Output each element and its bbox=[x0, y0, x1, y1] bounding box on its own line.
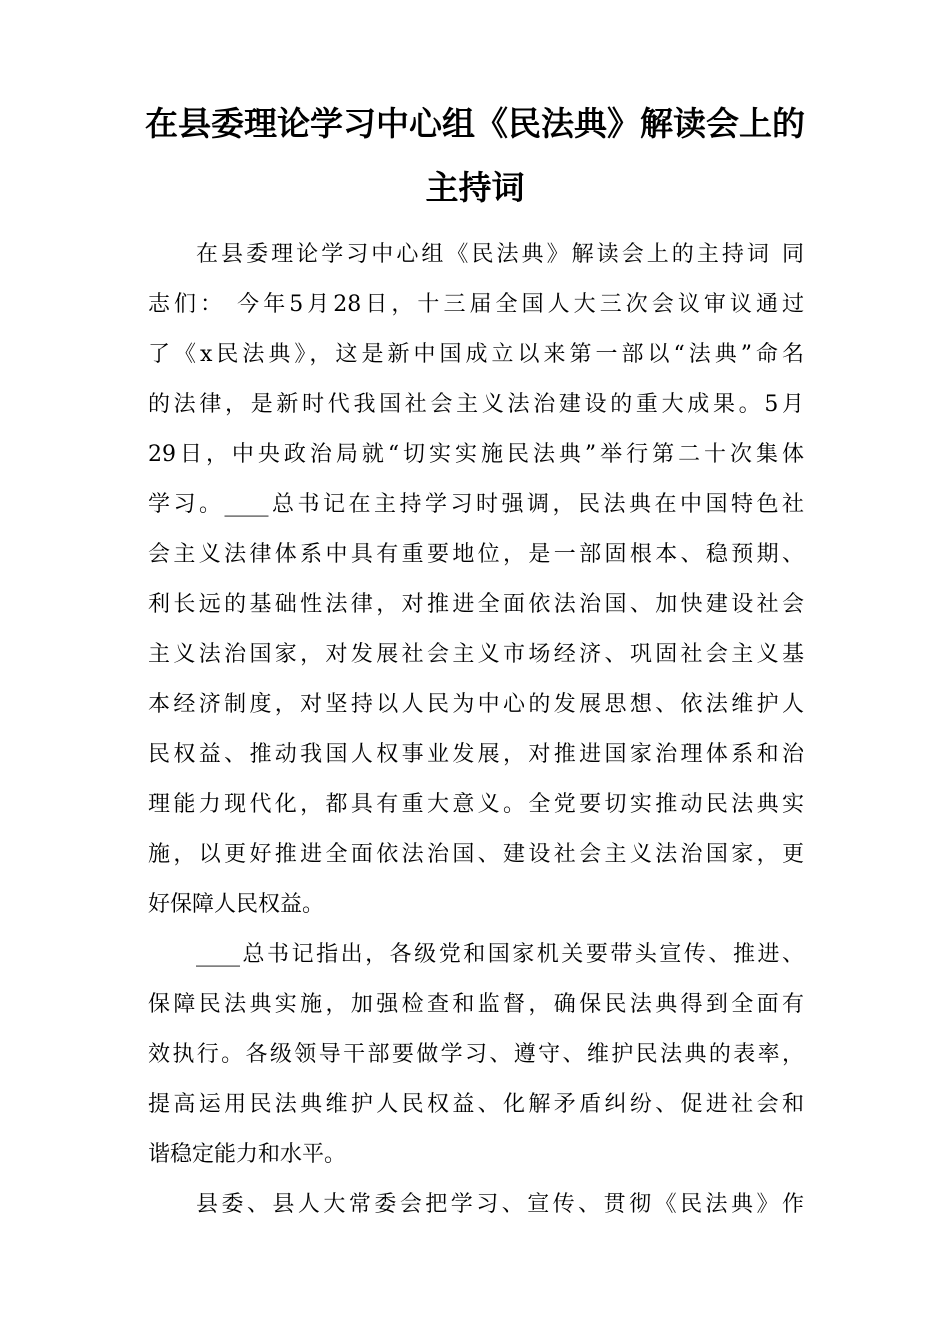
document-title-line-2: 主持词 bbox=[425, 168, 525, 207]
paragraph-3-line-1: 县委、县人大常委会把学习、宣传、贯彻《民法典》作 bbox=[196, 1192, 804, 1217]
paragraph-1-line-2: 志们： 今年5月28日，十三届全国人大三次会议审议通过 bbox=[148, 292, 804, 317]
paragraph-2-line-2: 保障民法典实施，加强检查和监督，确保民法典得到全面有 bbox=[148, 992, 804, 1017]
paragraph-1-line-5: 29日，中央政治局就“切实实施民法典”举行第二十次集体 bbox=[148, 442, 804, 467]
paragraph-1-line-9: 主义法治国家，对发展社会主义市场经济、巩固社会主义基 bbox=[148, 642, 804, 667]
paragraph-1-line-13: 施，以更好推进全面依法治国、建设社会主义法治国家，更 bbox=[148, 842, 804, 867]
paragraph-1-line-3: 了《x民法典》，这是新中国成立以来第一部以“法典”命名 bbox=[148, 342, 804, 367]
paragraph-2-line-4: 提高运用民法典维护人民权益、化解矛盾纠纷、促进社会和 bbox=[148, 1092, 804, 1117]
document-title-line-1: 在县委理论学习中心组《民法典》解读会上的 bbox=[145, 104, 805, 143]
paragraph-1-line-12: 理能力现代化，都具有重大意义。全党要切实推动民法典实 bbox=[148, 792, 804, 817]
paragraph-1-line-10: 本经济制度，对坚持以人民为中心的发展思想、依法维护人 bbox=[148, 692, 804, 717]
paragraph-2-line-3: 效执行。各级领导干部要做学习、遵守、维护民法典的表率， bbox=[148, 1042, 804, 1067]
paragraph-2-line-1: ____总书记指出，各级党和国家机关要带头宣传、推进、 bbox=[196, 942, 804, 967]
paragraph-1-line-1: 在县委理论学习中心组《民法典》解读会上的主持词 同 bbox=[196, 242, 804, 267]
paragraph-2-line-5: 谐稳定能力和水平。 bbox=[148, 1142, 347, 1167]
paragraph-1-line-11: 民权益、推动我国人权事业发展，对推进国家治理体系和治 bbox=[148, 742, 804, 767]
paragraph-1-line-7: 会主义法律体系中具有重要地位，是一部固根本、稳预期、 bbox=[148, 542, 804, 567]
paragraph-1-line-14: 好保障人民权益。 bbox=[148, 892, 325, 917]
paragraph-1-line-8: 利长远的基础性法律，对推进全面依法治国、加快建设社会 bbox=[148, 592, 804, 617]
paragraph-1-line-4: 的法律，是新时代我国社会主义法治建设的重大成果。5月 bbox=[148, 392, 804, 417]
paragraph-1-line-6: 学习。____总书记在主持学习时强调，民法典在中国特色社 bbox=[148, 492, 804, 517]
